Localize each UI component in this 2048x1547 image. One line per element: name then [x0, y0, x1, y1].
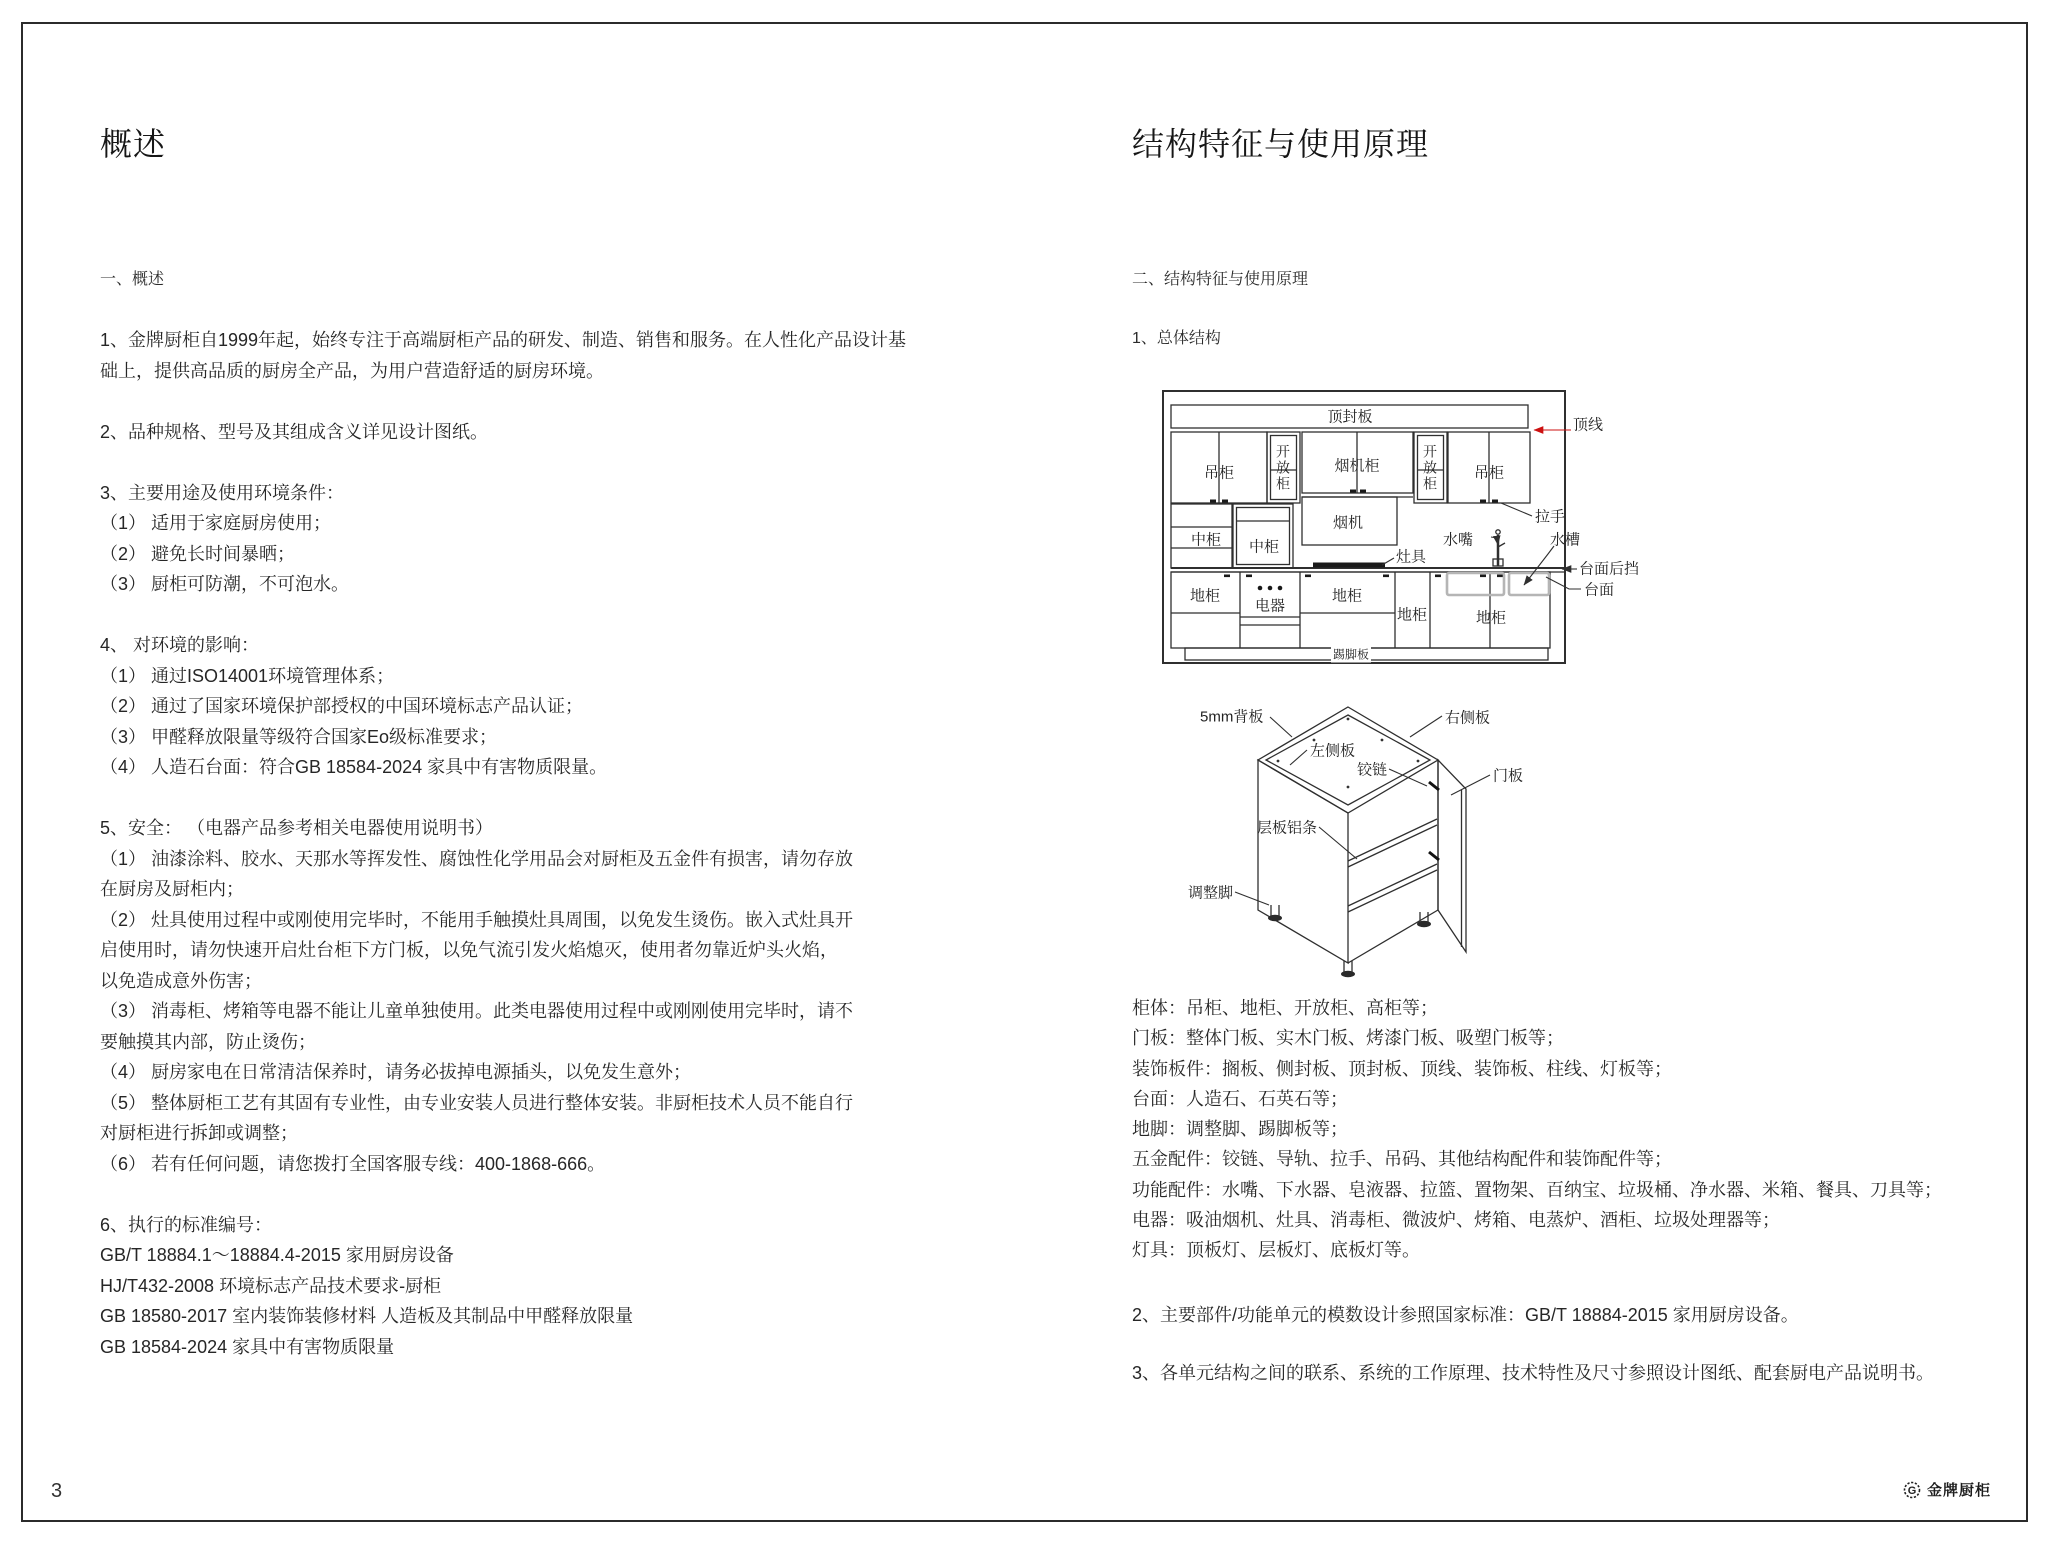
- left-section-heading: 一、概述: [100, 271, 165, 288]
- label-hood-cabinet: 烟机柜: [1334, 457, 1380, 475]
- cooktop-shape: [1313, 563, 1385, 568]
- text-line: （4） 厨房家电在日常清洁保养时，请务必拔掉电源插头，以免发生意外；: [100, 1062, 692, 1082]
- text-line: 对厨柜进行拆卸或调整；: [100, 1123, 298, 1143]
- label-appliance: 电器: [1254, 597, 1286, 615]
- right-item-3: 3、各单元结构之间的联系、系统的工作原理、技术特性及尺寸参照设计图纸、配套厨电产品说明书。: [1132, 1363, 1935, 1383]
- text-line: （3） 厨柜可防潮，不可泡水。: [100, 574, 350, 594]
- label-crown-line: 顶线: [1573, 416, 1604, 434]
- text-line: HJ/T432-2008 环境标志产品技术要求-厨柜: [100, 1275, 442, 1296]
- label-backsplash: 台面后挡: [1579, 560, 1640, 578]
- text-line: 4、 对环境的影响：: [100, 635, 260, 655]
- label-base-cabinet-4: 地柜: [1475, 609, 1507, 627]
- text-line: （2） 灶具使用过程中或刚使用完毕时，不能用手触摸灶具周围，以免发生烫伤。嵌入式灶具开: [100, 909, 854, 930]
- right-item-2: 2、主要部件/功能单元的模数设计参照国家标准：GB/T 18884-2015 家用厨房设备。: [1132, 1305, 1799, 1325]
- text-line: GB 18584-2024 家具中有害物质限量: [100, 1336, 395, 1357]
- label-shelf-strip: 层板铝条: [1257, 819, 1318, 837]
- text-line: GB 18580-2017 室内装饰装修材料 人造板及其制品中甲醛释放限量: [100, 1306, 634, 1326]
- label-base-cabinet-2: 地柜: [1331, 587, 1363, 605]
- label-hinge: 铰链: [1357, 761, 1388, 779]
- brand-g-icon: [1902, 1480, 1922, 1500]
- label-handle: 拉手: [1535, 508, 1566, 526]
- label-top-seal-panel: 顶封板: [1327, 408, 1373, 426]
- page-number: 3: [51, 1480, 63, 1502]
- label-hood: 烟机: [1332, 514, 1364, 532]
- label-base-cabinet-3: 地柜: [1396, 606, 1428, 624]
- label-cooktop: 灶具: [1396, 548, 1427, 566]
- label-left-side-panel: 左侧板: [1310, 742, 1356, 760]
- left-body-text: [100, 325, 1020, 1362]
- text-line: 启使用时，请勿快速开启灶台柜下方门板，以免气流引发火焰熄灭，使用者勿靠近炉头火焰，: [100, 940, 838, 960]
- label-sink: 水槽: [1550, 531, 1581, 549]
- base-cabinet-diagram: [1180, 695, 1660, 1000]
- component-line: 功能配件：水嘴、下水器、皂液器、拉篮、置物架、百纳宝、垃圾桶、净水器、米箱、餐具、刀具等；: [1132, 1179, 1942, 1200]
- label-adjust-feet: 调整脚: [1188, 884, 1234, 902]
- label-wall-cabinet-right: 吊柜: [1473, 464, 1505, 482]
- feet-shapes: [1268, 905, 1431, 977]
- component-line: 电器：吸油烟机、灶具、消毒柜、微波炉、烤箱、电蒸炉、酒柜、垃圾处理器等；: [1132, 1210, 1780, 1231]
- text-line: （1） 适用于家庭厨房使用；: [100, 513, 332, 533]
- text-line: 2、品种规格、型号及其组成含义详见设计图纸。: [100, 421, 489, 442]
- component-line: 地脚：调整脚、踢脚板等；: [1132, 1119, 1348, 1140]
- label-door-panel: 门板: [1493, 767, 1524, 785]
- text-line: 以免造成意外伤害；: [100, 970, 262, 991]
- label-mid-cabinet-2: 中柜: [1248, 538, 1280, 556]
- brand-name: 金牌厨柜: [1927, 1482, 1992, 1499]
- label-open-cabinet-2: 开放柜: [1422, 444, 1438, 492]
- text-line: GB/T 18884.1～18884.4-2015 家用厨房设备: [100, 1245, 454, 1265]
- faucet-shape: [1493, 530, 1505, 566]
- text-line: （3） 甲醛释放限量等级符合国家Eo级标准要求；: [100, 726, 498, 747]
- component-line: 台面：人造石、石英石等；: [1132, 1088, 1348, 1109]
- text-line: （4） 人造石台面：符合GB 18584-2024 家具中有害物质限量。: [100, 757, 608, 777]
- label-back-panel: 5mm背板: [1200, 708, 1264, 726]
- label-mid-cabinet-1: 中柜: [1190, 531, 1222, 549]
- brand-g-letter: G: [1907, 1484, 1917, 1497]
- text-line: 5、安全： （电器产品参考相关电器使用说明书）: [100, 818, 494, 838]
- text-line: （3） 消毒柜、烤箱等电器不能让儿童单独使用。此类电器使用过程中或刚刚使用完毕时，请不: [100, 1001, 854, 1021]
- right-subheading: 1、总体结构: [1132, 330, 1221, 347]
- text-line: （2） 通过了国家环境保护部授权的中国环境标志产品认证；: [100, 696, 584, 716]
- text-line: （2） 避免长时间暴晒；: [100, 543, 296, 564]
- label-open-cabinet-1: 开放柜: [1275, 444, 1291, 492]
- text-line: （5） 整体厨柜工艺有其固有专业性，由专业安装人员进行整体安装。非厨柜技术人员不能自行: [100, 1092, 854, 1113]
- label-base-cabinet-1: 地柜: [1189, 587, 1221, 605]
- text-line: （1） 通过ISO14001环境管理体系；: [100, 665, 395, 686]
- component-list: [1132, 993, 2048, 1266]
- component-line: 门板：整体门板、实木门板、烤漆门板、吸塑门板等；: [1132, 1028, 1564, 1049]
- right-section-heading: 二、结构特征与使用原理: [1132, 271, 1309, 288]
- component-line: 灯具：顶板灯、层板灯、底板灯等。: [1132, 1240, 1420, 1261]
- text-line: 6、执行的标准编号：: [100, 1214, 273, 1235]
- label-right-side-panel: 右侧板: [1445, 709, 1491, 727]
- base-cabinet-drawing: [1180, 695, 1660, 1000]
- label-faucet: 水嘴: [1443, 531, 1474, 549]
- component-line: 柜体：吊柜、地柜、开放柜、高柜等；: [1132, 998, 1438, 1018]
- brand-logo: [1902, 1479, 1991, 1500]
- kitchen-elevation-diagram: [1160, 388, 1660, 673]
- label-countertop: 台面: [1584, 581, 1615, 599]
- label-wall-cabinet-left: 吊柜: [1203, 464, 1235, 482]
- label-kickboard: 踢脚板: [1332, 647, 1370, 662]
- text-line: 础上，提供高品质的厨房全产品，为用户营造舒适的厨房环境。: [100, 360, 604, 381]
- text-line: 1、金牌厨柜自1999年起，始终专注于高端厨柜产品的研发、制造、销售和服务。在人性化产品设计基: [100, 330, 907, 350]
- component-line: 五金配件：铰链、导轨、拉手、吊码、其他结构配件和装饰配件等；: [1132, 1149, 1672, 1170]
- text-line: （1） 油漆涂料、胶水、天那水等挥发性、腐蚀性化学用品会对厨柜及五金件有损害，请勿存放: [100, 848, 854, 869]
- text-line: 3、主要用途及使用环境条件：: [100, 482, 345, 503]
- leader-lines: [1235, 716, 1490, 905]
- left-page-title: 概述: [100, 126, 167, 162]
- component-line: 装饰板件：搁板、侧封板、顶封板、顶线、装饰板、柱线、灯板等；: [1132, 1058, 1672, 1079]
- right-page-title: 结构特征与使用原理: [1132, 126, 1430, 162]
- text-line: 在厨房及厨柜内；: [100, 879, 244, 899]
- text-line: （6） 若有任何问题，请您拨打全国客服专线：400-1868-666。: [100, 1153, 606, 1174]
- text-line: 要触摸其内部，防止烫伤；: [100, 1031, 316, 1052]
